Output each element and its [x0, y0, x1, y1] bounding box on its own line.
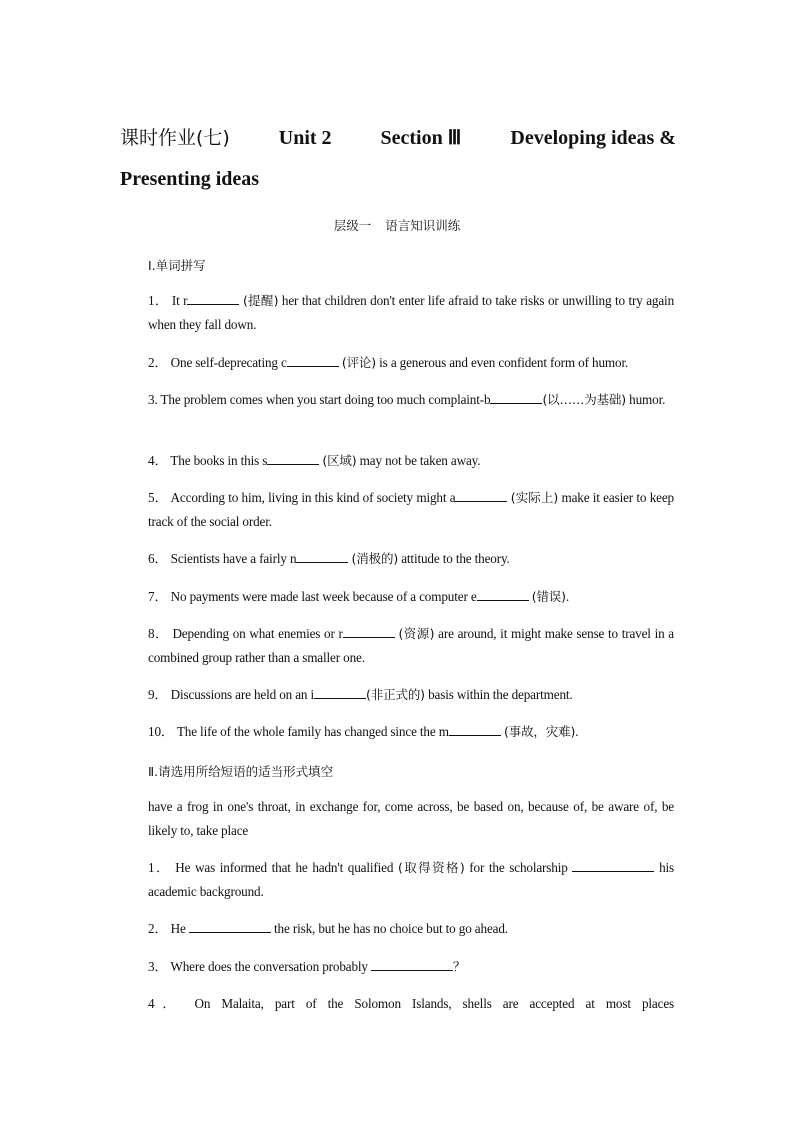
list-item: 2． One self-deprecating c (评论) is a generous and even confident form of humor. [148, 355, 629, 370]
answer-blank[interactable] [314, 686, 366, 699]
list-item: 2． He the risk, but he has no choice but to go ahead. [148, 921, 508, 936]
answer-blank[interactable] [296, 550, 348, 563]
list-item: 3. The problem comes when you start doing too much complaint-b (以……为基础) humor. [148, 392, 666, 407]
list-item: 3． Where does the conversation probably ？ [148, 959, 466, 974]
answer-blank[interactable] [189, 920, 271, 933]
title-line2: Presenting ideas [120, 168, 260, 190]
answer-blank[interactable] [267, 452, 319, 465]
section1-heading: Ⅰ.单词拼写 [148, 258, 206, 273]
answer-blank[interactable] [287, 354, 339, 367]
answer-blank[interactable] [490, 391, 542, 404]
list-item: 4． The books in this s (区域) may not be taken away. [148, 453, 481, 468]
title-section: Section Ⅲ [380, 127, 462, 149]
title-cn: 课时作业(七) [120, 127, 230, 149]
list-item: 8． Depending on what enemies or r (资源) are around, it might make sense to travel in a combined group rather than a smaller one. [148, 626, 674, 665]
list-item: 10． The life of the whole family has changed since the m (事故，灾难). [148, 724, 579, 739]
title-unit: Unit 2 [278, 127, 332, 149]
list-item: 1． He was informed that he hadn't qualified (取得资格) for the scholarship his academic background. [148, 860, 675, 899]
list-item: 7． No payments were made last week because of a computer e (错误). [148, 589, 570, 604]
level-heading [0, 216, 794, 234]
answer-blank[interactable] [449, 723, 501, 736]
answer-blank[interactable] [455, 489, 507, 502]
list-item: 9． Discussions are held on an i (非正式的) basis within the department. [148, 687, 573, 702]
list-item: 1． It r (提醒) her that children don't enter life afraid to take risks or unwilling to try again when they fall down. [148, 293, 675, 332]
answer-blank[interactable] [343, 625, 395, 638]
list-item: 4． On Malaita, part of the Solomon Islands, shells are accepted at most places [148, 996, 675, 1011]
section2-heading: Ⅱ.请选用所给短语的适当形式填空 [148, 764, 334, 779]
list-item: 6． Scientists have a fairly n (消极的) attitude to the theory. [148, 551, 510, 566]
list-item: 5． According to him, living in this kind of society might a (实际上) make it easier to keep track of the social order. [148, 490, 674, 529]
answer-blank[interactable] [477, 588, 529, 601]
page-title [120, 118, 676, 200]
title-topic: Developing ideas & [510, 127, 676, 149]
phrase-bank: have a frog in one's throat, in exchange for, come across, be based on, because of, be aware of, be likely to, take place [148, 799, 674, 838]
answer-blank[interactable] [572, 859, 654, 872]
level-number: 层级一 [333, 218, 372, 233]
level-name: 语言知识训练 [385, 218, 461, 233]
answer-blank[interactable] [371, 958, 453, 971]
answer-blank[interactable] [187, 292, 239, 305]
